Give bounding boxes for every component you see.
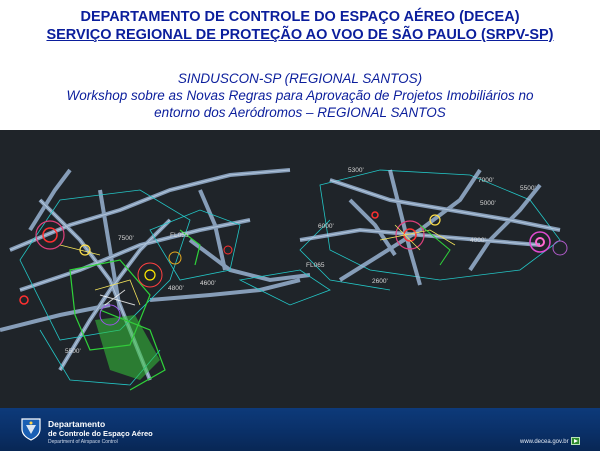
slide-header	[0, 8, 600, 44]
subtitle-line-regional: entorno dos Aeródromos – REGIONAL SANTOS	[154, 105, 446, 120]
subtitle-line-workshop: Workshop sobre as Novas Regras para Aprovação de Projetos Imobiliários no	[66, 88, 534, 103]
altitude-label: FL065	[306, 262, 325, 269]
decea-website-link[interactable]: www.decea.gov.br	[520, 439, 569, 445]
subtitle-line-sinduscon: SINDUSCON-SP (REGIONAL SANTOS)	[177, 71, 423, 86]
altitude-label: 4600'	[200, 280, 216, 287]
org-name-line1: Departamento	[48, 419, 106, 429]
footer-bar	[0, 408, 600, 451]
altitude-label: 2600'	[372, 278, 388, 285]
slide-subtitle	[0, 70, 600, 121]
approach-corridor-fill	[95, 315, 160, 380]
runway-details-left	[60, 245, 140, 305]
altitude-label: 6000'	[318, 223, 334, 230]
next-slide-button[interactable]	[571, 437, 580, 445]
altitude-label: FL055	[170, 232, 189, 239]
header-line-srpv: SERVIÇO REGIONAL DE PROTEÇÃO AO VOO DE SÃO PAULO (SRPV-SP)	[46, 27, 554, 43]
header-line-decea: DEPARTAMENTO DE CONTROLE DO ESPAÇO AÉREO (DECEA)	[80, 9, 520, 25]
altitude-label: 7500'	[118, 235, 134, 242]
altitude-label: 5300'	[348, 167, 364, 174]
altitude-label: 5500'	[65, 348, 81, 355]
org-name-line2: de Controle do Espaço Aéreo	[48, 429, 153, 438]
airspace-map-drawing	[0, 130, 600, 408]
org-name-english: Department of Airspace Control	[48, 439, 118, 445]
altitude-label: 4800'	[168, 285, 184, 292]
altitude-label: 4000'	[470, 237, 486, 244]
altitude-label: 7000'	[478, 177, 494, 184]
airspace-cad-map	[0, 130, 600, 408]
decea-logo-icon	[20, 417, 42, 441]
altitude-label: 5000'	[480, 200, 496, 207]
altitude-label: 5500'	[520, 185, 536, 192]
